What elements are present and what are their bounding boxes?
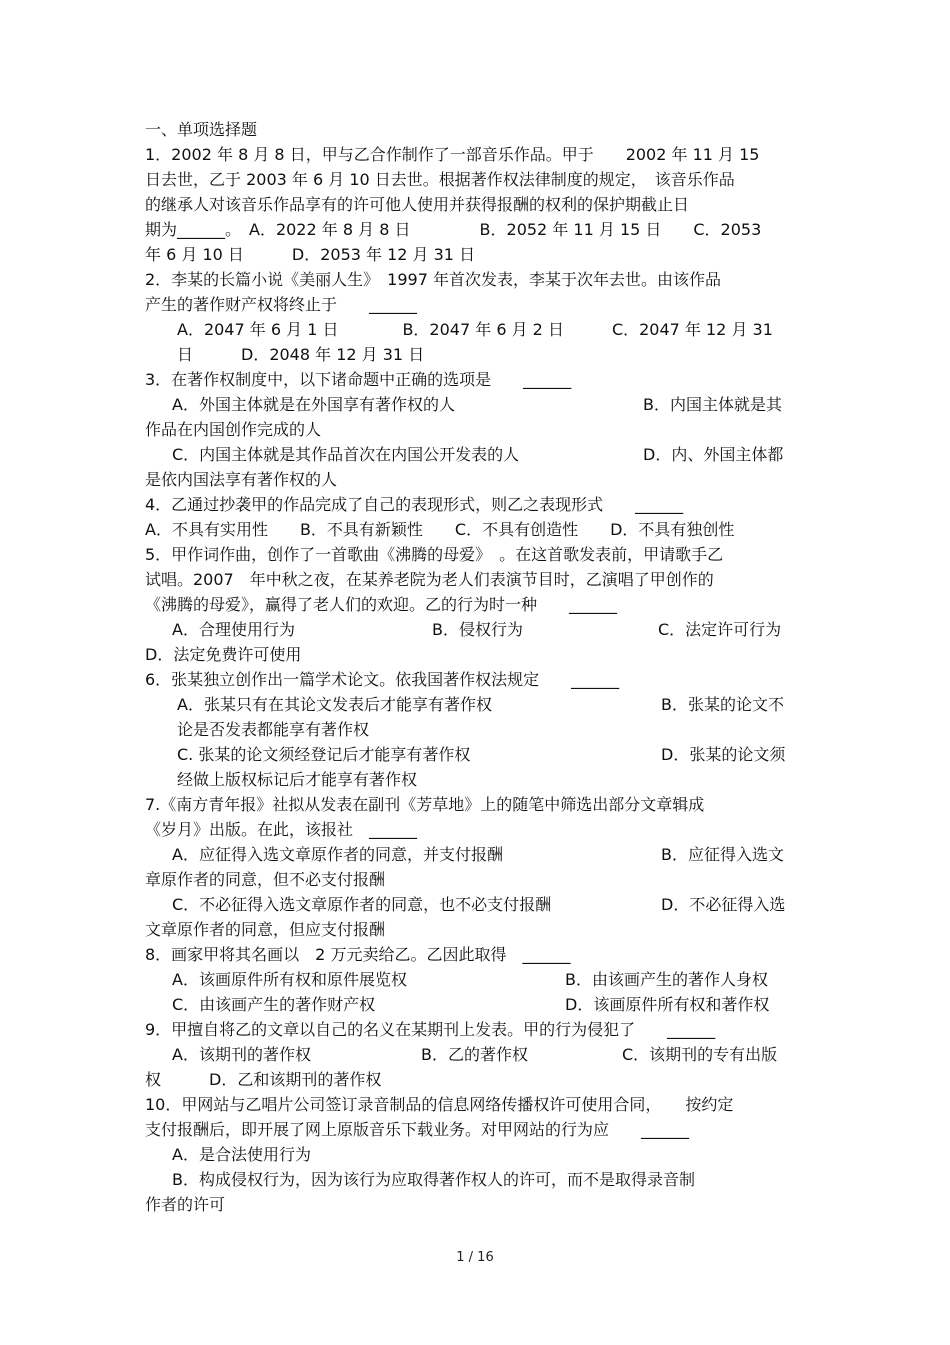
- text-line: C．不必征得入选文章原作者的同意，也不必支付报酬: [172, 895, 552, 914]
- text-line: 《岁月》出版。在此，该报社 ______: [145, 820, 418, 839]
- text-line: 权 D．乙和该期刊的著作权: [145, 1070, 382, 1089]
- text-line: B．应征得入选文: [661, 845, 784, 864]
- text-line: C. 张某的论文须经登记后才能享有著作权: [177, 745, 471, 764]
- text-line: B．内国主体就是其: [643, 395, 782, 414]
- text-line: A．外国主体就是在外国享有著作权的人: [172, 395, 455, 414]
- text-line: D．内、外国主体都: [643, 445, 784, 464]
- page-number: 1 / 16: [456, 1250, 494, 1265]
- text-line: 试唱。2007 年中秋之夜，在某养老院为老人们表演节目时，乙演唱了甲创作的: [145, 570, 714, 589]
- text-line: 9．甲擅自将乙的文章以自己的名义在某期刊上发表。甲的行为侵犯了 ______: [145, 1020, 716, 1039]
- text-line: A．该画原件所有权和原件展览权: [172, 970, 407, 989]
- text-line: A．是合法使用行为: [172, 1145, 311, 1164]
- text-line: 作者的许可: [145, 1195, 226, 1214]
- text-line: 4．乙通过抄袭甲的作品完成了自己的表现形式，则乙之表现形式 ______: [145, 495, 684, 514]
- text-line: 经做上版权标记后才能享有著作权: [177, 770, 418, 789]
- text-line: D．不必征得入选: [661, 895, 786, 914]
- text-line: B．构成侵权行为，因为该行为应取得著作权人的许可，而不是取得录音制: [172, 1170, 695, 1189]
- text-line: A．合理使用行为: [172, 620, 295, 639]
- text-line: 7.《南方青年报》社拟从发表在副刊《芳草地》上的随笔中筛选出部分文章辑成: [145, 795, 705, 814]
- text-line: B．张某的论文不: [661, 695, 784, 714]
- text-line: 期为______。 A．2022 年 8 月 8 日 B．2052 年 11 月 15 日 C．2053: [145, 220, 762, 239]
- text-line: C．法定许可行为: [658, 620, 782, 639]
- text-line: D．张某的论文须: [661, 745, 786, 764]
- text-line: A．不具有实用性 B．不具有新颖性 C．不具有创造性 D．不具有独创性: [145, 520, 735, 539]
- text-line: 日 D．2048 年 12 月 31 日: [177, 345, 425, 364]
- text-line: 1．2002 年 8 月 8 日，甲与乙合作制作了一部音乐作品。甲于 2002 年 11 月 15: [145, 145, 760, 164]
- text-line: A．该期刊的著作权: [172, 1045, 311, 1064]
- text-line: 作品在内国创作完成的人: [145, 420, 322, 439]
- text-line: A．张某只有在其论文发表后才能享有著作权: [177, 695, 492, 714]
- text-line: 5．甲作词作曲，创作了一首歌曲《沸腾的母爱》 。在这首歌发表前，甲请歌手乙: [145, 545, 724, 564]
- text-line: 8．画家甲将其名画以 2 万元卖给乙。乙因此取得 ______: [145, 945, 571, 964]
- text-line: D．该画原件所有权和著作权: [565, 995, 770, 1014]
- text-line: C．内国主体就是其作品首次在内国公开发表的人: [172, 445, 520, 464]
- text-line: 的继承人对该音乐作品享有的许可他人使用并获得报酬的权利的保护期截止日: [145, 195, 690, 214]
- text-line: 3．在著作权制度中，以下诸命题中正确的选项是 ______: [145, 370, 572, 389]
- text-line: 6．张某独立创作出一篇学术论文。依我国著作权法规定 ______: [145, 670, 620, 689]
- text-line: A．应征得入选文章原作者的同意，并支付报酬: [172, 845, 503, 864]
- text-line: D．法定免费许可使用: [145, 645, 302, 664]
- text-line: 是依内国法享有著作权的人: [145, 470, 338, 489]
- text-line: 章原作者的同意，但不必支付报酬: [145, 870, 386, 889]
- text-line: C．由该画产生的著作财产权: [172, 995, 376, 1014]
- text-line: 论是否发表都能享有著作权: [177, 720, 370, 739]
- text-line: 文章原作者的同意，但应支付报酬: [145, 920, 386, 939]
- text-line: B．侵权行为: [432, 620, 523, 639]
- text-line: 《沸腾的母爱》，赢得了老人们的欢迎。乙的行为时一种 ______: [145, 595, 618, 614]
- text-line: 2．李某的长篇小说《美丽人生》 1997 年首次发表，李某于次年去世。由该作品: [145, 270, 721, 289]
- text-line: C．该期刊的专有出版: [622, 1045, 778, 1064]
- text-line: 支付报酬后，即开展了网上原版音乐下载业务。对甲网站的行为应 ______: [145, 1120, 690, 1139]
- text-line: B．乙的著作权: [421, 1045, 528, 1064]
- section-title: 一、单项选择题: [145, 120, 258, 139]
- text-line: 产生的著作财产权将终止于 ______: [145, 295, 418, 314]
- text-line: 年 6 月 10 日 D．2053 年 12 月 31 日: [145, 245, 476, 264]
- text-line: A．2047 年 6 月 1 日 B．2047 年 6 月 2 日 C．2047 年 12 月 31: [177, 320, 773, 339]
- text-line: 日去世，乙于 2003 年 6 月 10 日去世。根据著作权法律制度的规定， 该音乐作品: [145, 170, 735, 189]
- text-line: 10．甲网站与乙唱片公司签订录音制品的信息网络传播权许可使用合同， 按约定: [145, 1095, 734, 1114]
- text-line: B．由该画产生的著作人身权: [565, 970, 768, 989]
